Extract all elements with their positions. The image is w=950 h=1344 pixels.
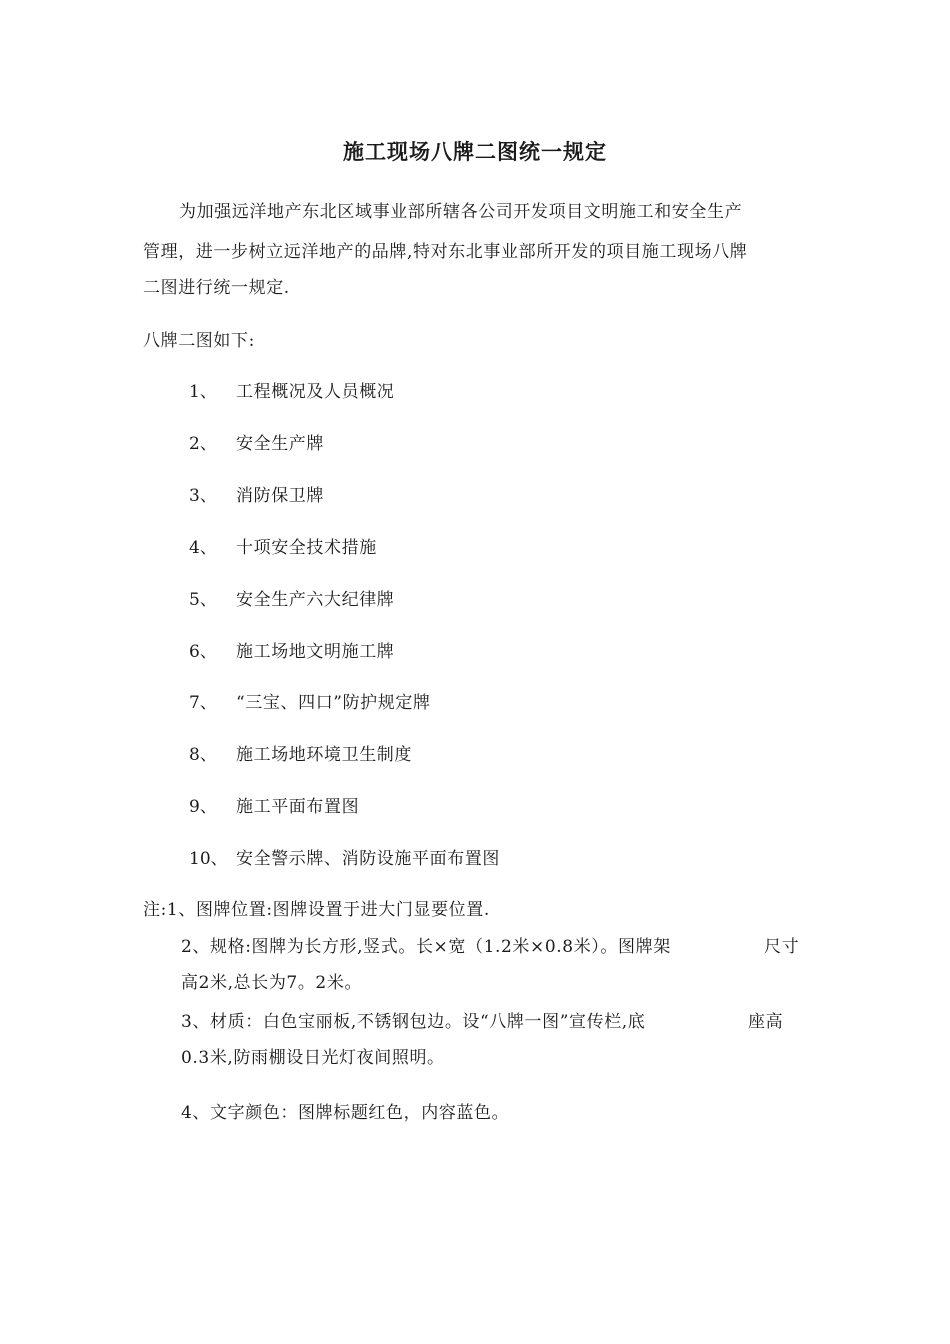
document-title: 施工现场八牌二图统一规定 <box>343 140 607 164</box>
list-item-text: 工程概况及人员概况 <box>236 382 395 402</box>
list-item-text: 安全警示牌、消防设施平面布置图 <box>236 849 500 869</box>
list-item-number: 10、 <box>189 849 228 869</box>
list-item-number: 9、 <box>189 797 217 817</box>
list-item-text: 安全生产六大纪律牌 <box>236 590 395 610</box>
list-item-text: “三宝、四口”防护规定牌 <box>236 693 431 713</box>
list-item-number: 1、 <box>189 382 217 402</box>
list-item-number: 8、 <box>189 745 217 765</box>
list-item-number: 6、 <box>189 642 217 662</box>
list-item-number: 3、 <box>189 486 217 506</box>
list-item-number: 7、 <box>189 693 217 713</box>
note-1: 注:1、图牌位置:图牌设置于进大门显要位置. <box>143 900 490 920</box>
note-2-line-2: 高2米,总长为7。2米。 <box>181 973 363 993</box>
note-2-line-1: 2、规格:图牌为长方形,竖式。长×宽（1.2米×0.8米）。图牌架 <box>181 937 671 957</box>
list-item-text: 安全生产牌 <box>236 434 324 454</box>
list-heading: 八牌二图如下: <box>143 331 255 351</box>
intro-line-1: 为加强远洋地产东北区域事业部所辖各公司开发项目文明施工和安全生产 <box>179 202 743 222</box>
list-item-text: 施工场地环境卫生制度 <box>236 745 412 765</box>
list-item-number: 4、 <box>189 538 217 558</box>
list-item-text: 消防保卫牌 <box>236 486 324 506</box>
list-item-text: 十项安全技术措施 <box>236 538 377 558</box>
note-3-line-2: 0.3米,防雨棚设日光灯夜间照明。 <box>181 1048 445 1068</box>
note-3-line-1: 3、材质：白色宝丽板,不锈钢包边。设“八牌一图”宣传栏,底 <box>181 1012 646 1032</box>
note-2-line-1-end: 尺寸 <box>764 937 800 957</box>
intro-line-3: 二图进行统一规定. <box>143 278 290 298</box>
intro-line-2: 管理，进一步树立远洋地产的品牌,特对东北事业部所开发的项目施工现场八牌 <box>143 242 748 262</box>
list-item-text: 施工场地文明施工牌 <box>236 642 395 662</box>
note-3-line-1-end: 座高 <box>748 1012 784 1032</box>
note-4: 4、文字颜色：图牌标题红色，内容蓝色。 <box>181 1103 510 1123</box>
list-item-text: 施工平面布置图 <box>236 797 360 817</box>
list-item-number: 5、 <box>189 590 217 610</box>
list-item-number: 2、 <box>189 434 217 454</box>
